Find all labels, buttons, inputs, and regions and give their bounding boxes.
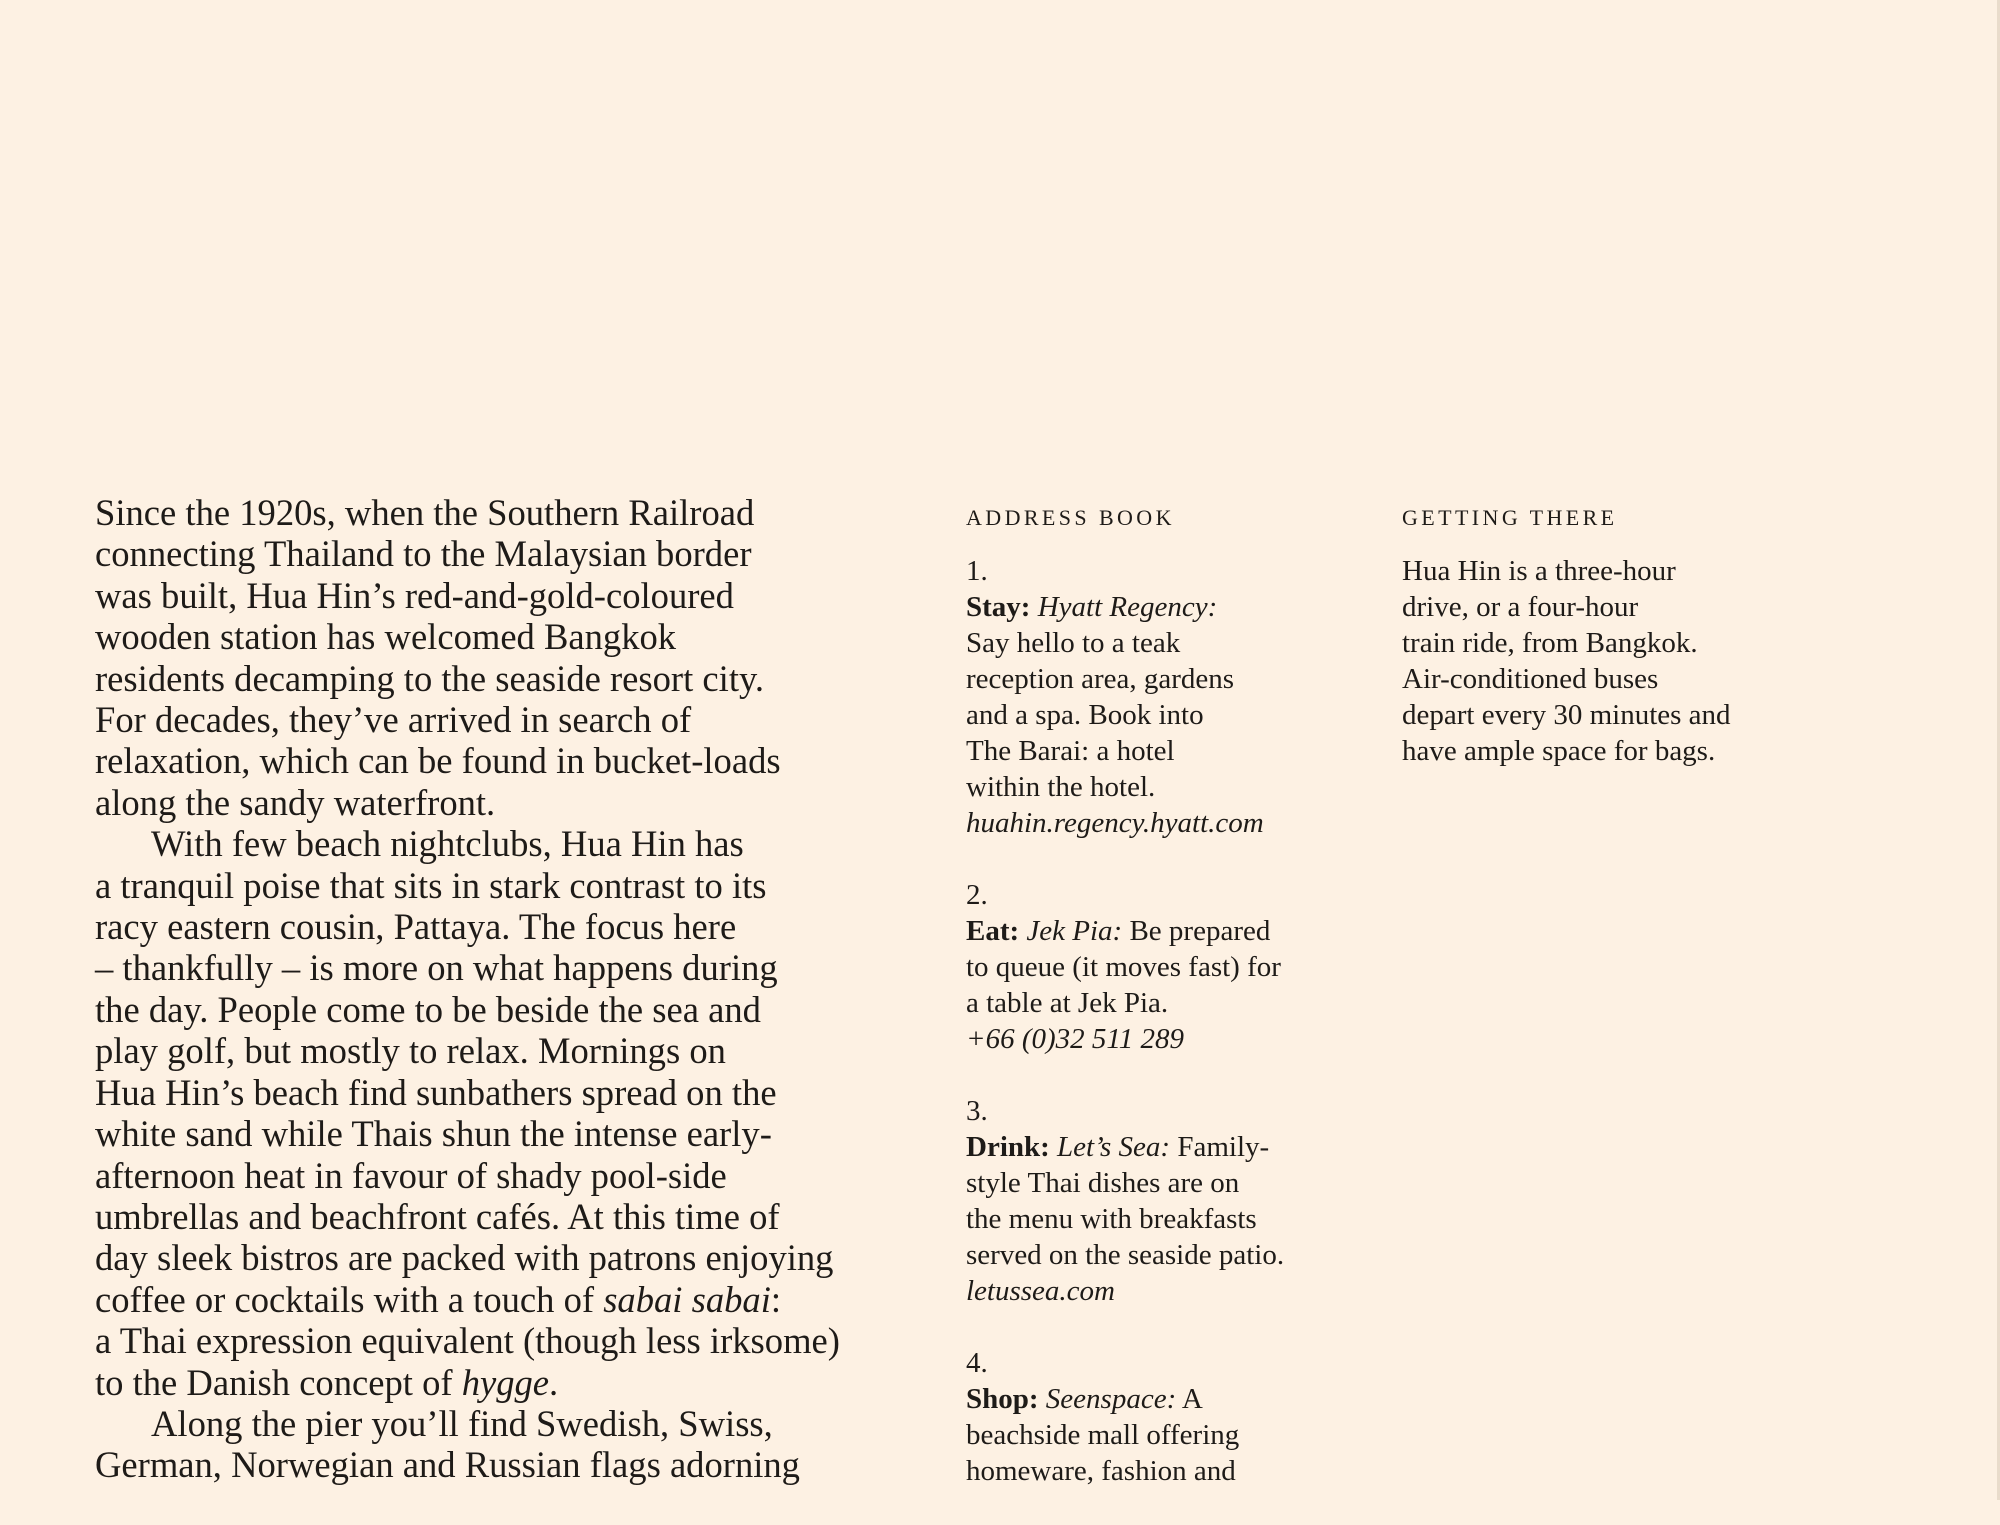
entry-venue: Let’s Sea: bbox=[1057, 1131, 1171, 1163]
entry-line: served on the seaside patio. bbox=[966, 1239, 1285, 1271]
article-line: residents decamping to the seaside resort city. bbox=[95, 657, 765, 699]
article-line: With few beach nightclubs, Hua Hin has bbox=[151, 823, 744, 865]
address-entry-shop bbox=[966, 1345, 1366, 1489]
entry-line: a table at Jek Pia. bbox=[966, 987, 1169, 1019]
entry-text: Family- bbox=[1170, 1131, 1270, 1163]
article-text: to the Danish concept of bbox=[95, 1361, 462, 1403]
article-italic-term: hygge bbox=[461, 1361, 550, 1403]
entry-first-line bbox=[966, 1129, 1366, 1165]
article-line: play golf, but mostly to relax. Mornings on bbox=[95, 1030, 726, 1072]
article-text: coffee or cocktails with a touch of bbox=[95, 1278, 604, 1320]
article-line: umbrellas and beachfront cafés. At this time of bbox=[95, 1195, 780, 1237]
article-line: a tranquil poise that sits in stark contrast to its bbox=[95, 864, 767, 906]
article-line: German, Norwegian and Russian flags adorning bbox=[95, 1444, 800, 1486]
entry-text: A bbox=[1176, 1383, 1203, 1415]
article-line: connecting Thailand to the Malaysian border bbox=[95, 533, 752, 575]
address-book-heading: ADDRESS BOOK bbox=[966, 505, 1175, 530]
article-line: Since the 1920s, when the Southern Railroad bbox=[95, 492, 755, 533]
entry-website: letussea.com bbox=[966, 1275, 1115, 1307]
getting-there-line: depart every 30 minutes and bbox=[1402, 699, 1731, 731]
getting-there-line: have ample space for bags. bbox=[1402, 735, 1716, 767]
getting-there-text bbox=[1402, 553, 1822, 769]
article-line: relaxation, which can be found in bucket-loads bbox=[95, 740, 781, 782]
entry-line: within the hotel. bbox=[966, 771, 1156, 803]
entry-venue: Hyatt Regency: bbox=[1037, 591, 1218, 623]
entry-text: Be prepared bbox=[1122, 915, 1271, 947]
article-line: wooden station has welcomed Bangkok bbox=[95, 616, 677, 658]
article-line: afternoon heat in favour of shady pool-side bbox=[95, 1154, 727, 1196]
entry-first-line bbox=[966, 589, 1366, 625]
article-line bbox=[95, 1362, 940, 1403]
entry-line: style Thai dishes are on bbox=[966, 1167, 1240, 1199]
article-line: day sleek bistros are packed with patrons enjoying bbox=[95, 1237, 834, 1279]
address-entry-drink bbox=[966, 1093, 1366, 1309]
entry-number: 3. bbox=[966, 1095, 988, 1127]
entry-line: beachside mall offering bbox=[966, 1419, 1240, 1451]
article-line: Along the pier you’ll find Swedish, Swiss, bbox=[151, 1402, 773, 1444]
entry-number: 1. bbox=[966, 555, 988, 587]
getting-there-line: train ride, from Bangkok. bbox=[1402, 627, 1698, 659]
article-line: racy eastern cousin, Pattaya. The focus here bbox=[95, 906, 737, 948]
entry-line: reception area, gardens bbox=[966, 663, 1235, 695]
address-book bbox=[966, 503, 1366, 1525]
article-text: . bbox=[549, 1361, 559, 1403]
article-line: white sand while Thais shun the intense early- bbox=[95, 1113, 772, 1155]
article-line: a Thai expression equivalent (though less irksome) bbox=[95, 1320, 840, 1362]
address-entry-eat bbox=[966, 877, 1366, 1057]
entry-first-line bbox=[966, 913, 1366, 949]
getting-there-line: Air-conditioned buses bbox=[1402, 663, 1659, 695]
article-line: For decades, they’ve arrived in search of bbox=[95, 699, 692, 741]
entry-number: 4. bbox=[966, 1347, 988, 1379]
entry-category: Drink: bbox=[966, 1131, 1050, 1163]
article-line bbox=[95, 1279, 940, 1320]
entry-venue: Jek Pia: bbox=[1026, 915, 1123, 947]
entry-category: Shop: bbox=[966, 1383, 1039, 1415]
article-line: was built, Hua Hin’s red-and-gold-coloured bbox=[95, 574, 734, 616]
entry-venue: Seenspace: bbox=[1045, 1383, 1177, 1415]
article-body bbox=[95, 492, 940, 1486]
article-line: Hua Hin’s beach find sunbathers spread on the bbox=[95, 1071, 777, 1113]
getting-there-line: drive, or a four-hour bbox=[1402, 591, 1639, 623]
article-line: the day. People come to be beside the sea and bbox=[95, 988, 761, 1030]
entry-line: The Barai: a hotel bbox=[966, 735, 1175, 767]
entry-website: huahin.regency.hyatt.com bbox=[966, 807, 1264, 839]
article-text: : bbox=[770, 1278, 782, 1320]
entry-line: the menu with breakfasts bbox=[966, 1203, 1257, 1235]
entry-category: Stay: bbox=[966, 591, 1031, 623]
entry-category: Eat: bbox=[966, 915, 1020, 947]
entry-line: and a spa. Book into bbox=[966, 699, 1204, 731]
entry-line: Say hello to a teak bbox=[966, 627, 1181, 659]
entry-line: to queue (it moves fast) for bbox=[966, 951, 1281, 983]
getting-there-heading: GETTING THERE bbox=[1402, 505, 1618, 530]
article-line: along the sandy waterfront. bbox=[95, 781, 496, 823]
getting-there-line: Hua Hin is a three-hour bbox=[1402, 555, 1676, 587]
entry-phone: +66 (0)32 511 289 bbox=[966, 1023, 1184, 1055]
entry-first-line bbox=[966, 1381, 1366, 1417]
article-italic-term: sabai sabai bbox=[603, 1278, 771, 1320]
getting-there bbox=[1402, 503, 1822, 769]
entry-number: 2. bbox=[966, 879, 988, 911]
article-line: – thankfully – is more on what happens during bbox=[95, 947, 778, 989]
entry-line: homeware, fashion and bbox=[966, 1455, 1236, 1487]
address-entry-stay bbox=[966, 553, 1366, 841]
